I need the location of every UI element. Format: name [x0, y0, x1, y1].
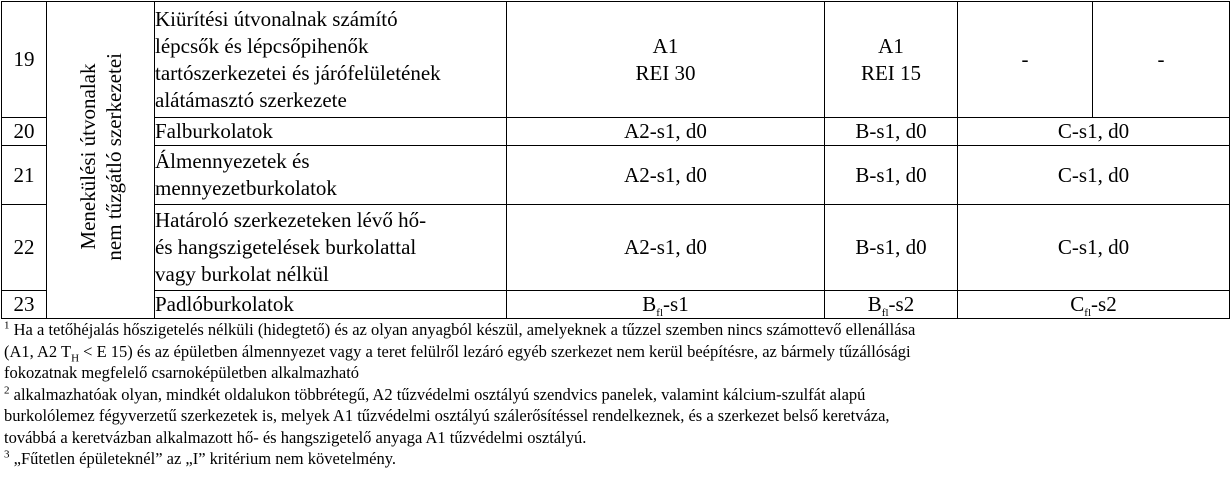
value-cell: A2-s1, d0 — [507, 118, 825, 146]
footnote-1 — [4, 319, 1228, 384]
desc-line: alátámasztó szerkezete — [155, 87, 347, 112]
footnote-line: fokozatnak megfelelő csarnoképületben alkalmazható — [4, 363, 360, 382]
value-cell: - — [1093, 2, 1230, 118]
value-cell: A2-s1, d0 — [507, 205, 825, 291]
table-row — [2, 146, 1230, 205]
vertical-label-line1: Menekülési útvonalak — [75, 63, 100, 250]
value-cell: B-s1, d0 — [825, 205, 958, 291]
row-description: Padlóburkolatok — [155, 291, 507, 319]
value-cell — [507, 2, 825, 118]
value-line: REI 15 — [860, 60, 922, 85]
desc-line: vagy burkolat nélkül — [155, 262, 329, 286]
footnote-line — [4, 319, 1228, 341]
footnote-line: burkolólemez fégyverzetű szerkezetek is, melyek A1 tűzvédelmi osztályú szálerősítéssel rendelkeznek, és a szerkezet belső keretváza, — [4, 406, 890, 425]
value-cell — [958, 291, 1230, 319]
desc-line: lépcsők és lépcsőpihenők — [155, 33, 369, 58]
class-main: C — [1070, 292, 1085, 316]
footnote-marker: 1 — [4, 319, 10, 332]
desc-line: Álmennyezetek és — [155, 149, 310, 173]
row-number: 21 — [2, 146, 47, 205]
value-cell: C-s1, d0 — [958, 146, 1230, 205]
row-number: 23 — [2, 291, 47, 319]
footnote-line — [4, 384, 1228, 406]
vertical-label-line2: nem tűzgátló szerkezetei — [101, 52, 126, 261]
class-tail: -s2 — [888, 292, 915, 316]
class-subscript: fl — [1084, 307, 1092, 320]
class-tail: -s1 — [663, 292, 689, 316]
row-number: 22 — [2, 205, 47, 291]
value-cell — [825, 2, 958, 118]
row-number: 19 — [2, 2, 47, 118]
value-line: A1 — [652, 33, 679, 58]
value-cell: C-s1, d0 — [958, 118, 1230, 146]
value-cell: C-s1, d0 — [958, 205, 1230, 291]
desc-line: Kiürítési útvonalnak számító — [155, 6, 398, 31]
class-subscript: fl — [881, 307, 889, 320]
class-tail: -s2 — [1091, 292, 1117, 316]
footnote-text: < E 15) és az épületben álmennyezet vagy a teret felülről lezáró egyéb szerkezet nem kerül beépítésre, az bármely tűzállósági — [79, 341, 911, 361]
fire-requirements-table — [1, 1, 1230, 319]
value-cell — [507, 291, 825, 319]
footnote-subscript: H — [71, 351, 80, 364]
row-description — [155, 146, 507, 205]
class-main: B — [867, 292, 882, 316]
desc-line: Határoló szerkezeteken lévő hő- — [155, 208, 427, 232]
class-subscript: fl — [656, 307, 664, 320]
value-line: REI 30 — [635, 60, 696, 85]
row-description — [155, 2, 507, 118]
desc-line: mennyezetburkolatok — [155, 176, 337, 200]
class-main: B — [642, 292, 657, 316]
footnotes — [4, 319, 1228, 470]
desc-line: és hangszigetelések burkolattal — [155, 235, 417, 259]
value-cell — [825, 291, 958, 319]
table-row — [2, 205, 1230, 291]
footnote-3 — [4, 448, 1228, 470]
vertical-category-label — [47, 2, 155, 319]
footnote-text: (A1, A2 T — [4, 341, 72, 361]
desc-line: tartószerkezetei és járófelületének — [155, 60, 441, 85]
value-cell: - — [958, 2, 1093, 118]
footnote-line — [4, 341, 1228, 363]
footnote-text: „Fűtetlen épületeknél” az „I” kritérium nem követelmény. — [9, 449, 397, 468]
table-row — [2, 2, 1230, 118]
footnote-line: továbbá a keretvázban alkalmazott hő- és hangszigetelő anyaga A1 tűzvédelmi osztályú. — [4, 427, 587, 447]
footnote-marker: 2 — [4, 384, 10, 396]
footnote-2 — [4, 384, 1228, 449]
value-line: A1 — [878, 33, 904, 58]
footnote-text: Ha a tetőhéjalás hőszigetelés nélküli (hidegtető) és az olyan anyagból készül, amelyeknek a tűzzel szemben nincs számottevő ellenállása — [9, 320, 916, 339]
row-number: 20 — [2, 118, 47, 146]
footnote-marker: 3 — [4, 448, 10, 461]
row-description — [155, 205, 507, 291]
table-row — [2, 118, 1230, 146]
footnote-text: alkalmazhatóak olyan, mindkét oldalukon többrétegű, A2 tűzvédelmi osztályú szendvics panelek, valamint kálcium-szulfát alapú — [9, 384, 866, 404]
value-cell: B-s1, d0 — [825, 146, 958, 205]
table-row — [2, 291, 1230, 319]
footnote-line — [4, 448, 1228, 470]
row-description: Falburkolatok — [155, 118, 507, 146]
value-cell: B-s1, d0 — [825, 118, 958, 146]
value-cell: A2-s1, d0 — [507, 146, 825, 205]
